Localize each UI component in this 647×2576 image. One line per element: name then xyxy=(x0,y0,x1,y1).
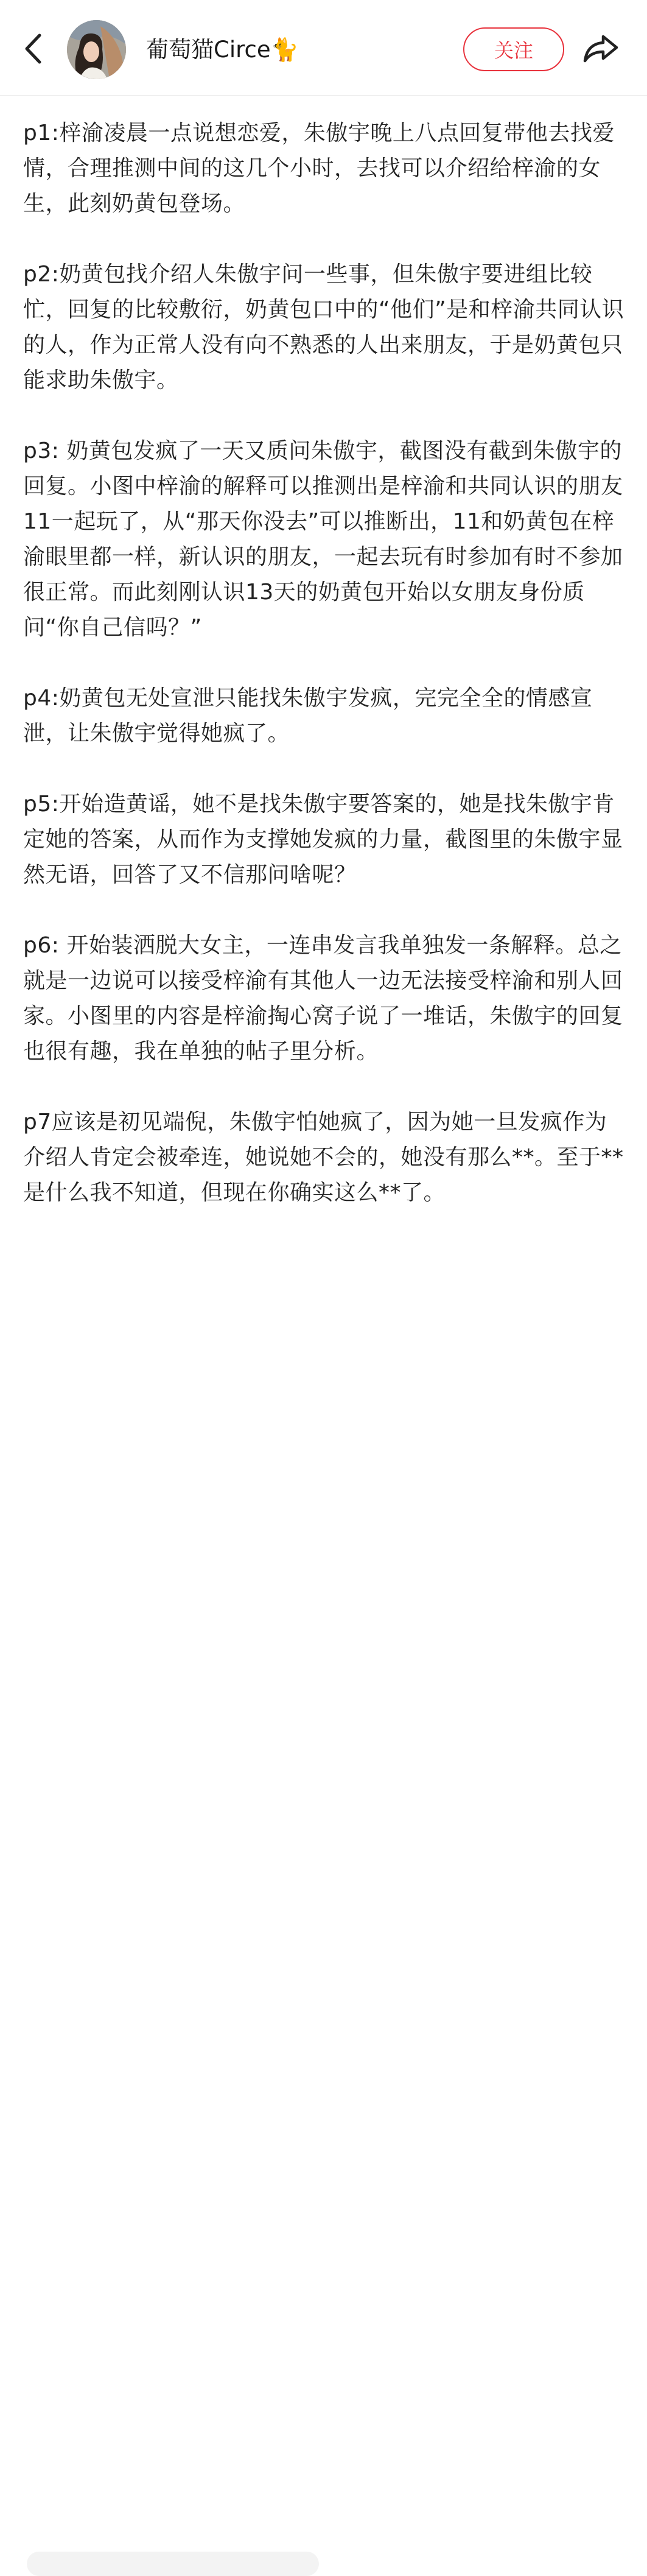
avatar-photo xyxy=(67,20,126,79)
post-paragraph-p6: p6: 开始装洒脱大女主，一连串发言我单独发一条解释。总之就是一边说可以接受梓渝有其他人一边无法接受梓渝和别人回家。小图里的内容是梓渝掏心窝子说了一堆话，朱傲宇的回复也很有趣，我在单独的帖子里分析。 xyxy=(23,933,623,1064)
post-paragraph-p4: p4:奶黄包无处宣泄只能找朱傲宇发疯，完完全全的情感宣泄，让朱傲宇觉得她疯了。 xyxy=(23,686,593,746)
comment-input[interactable] xyxy=(27,2552,319,2576)
post-paragraph-p2: p2:奶黄包找介绍人朱傲宇问一些事，但朱傲宇要进组比较忙，回复的比较敷衍，奶黄包口中的“他们”是和梓渝共同认识的人，作为正常人没有向不熟悉的人出来朋友，于是奶黄包只能求助朱傲宇。 xyxy=(23,262,624,393)
post-paragraph-p7: p7应该是初见端倪，朱傲宇怕她疯了，因为她一旦发疯作为介绍人肯定会被牵连，她说她不会的，她没有那么**。至于**是什么我不知道，但现在你确实这么**了。 xyxy=(23,1110,624,1205)
back-arrow-icon xyxy=(24,33,42,65)
post-paragraph-p3: p3: 奶黄包发疯了一天又质问朱傲宇，截图没有截到朱傲宇的回复。小图中梓渝的解释可以推测出是梓渝和共同认识的朋友11一起玩了，从“那天你没去”可以推断出，11和奶黄包在梓渝眼里都一样，新认识的朋友，一起去玩有时参加有时不参加很正常。而此刻刚认识13天的奶黄包开始以女朋友身份质问“你自己信吗？” xyxy=(23,438,623,640)
share-icon xyxy=(582,33,619,65)
post-paragraph-p1: p1:梓渝凌晨一点说想恋爱，朱傲宇晚上八点回复带他去找爱情，合理推测中间的这几个小时，去找可以介绍给梓渝的女生，此刻奶黄包登场。 xyxy=(23,121,615,216)
post-paragraph-p5: p5:开始造黄谣，她不是找朱傲宇要答案的，她是找朱傲宇肯定她的答案，从而作为支撑她发疯的力量，截图里的朱傲宇显然无语，回答了又不信那问啥呢？ xyxy=(23,792,623,887)
post-body xyxy=(23,116,626,1246)
bottom-bar xyxy=(0,1270,647,1293)
share-button[interactable] xyxy=(581,32,620,66)
username[interactable]: 葡萄猫Circe🐈 xyxy=(146,37,299,63)
follow-button[interactable]: 关注 xyxy=(463,27,564,71)
avatar[interactable] xyxy=(67,20,126,79)
top-bar xyxy=(0,0,647,97)
back-button[interactable] xyxy=(19,30,46,67)
header-divider xyxy=(0,95,647,96)
